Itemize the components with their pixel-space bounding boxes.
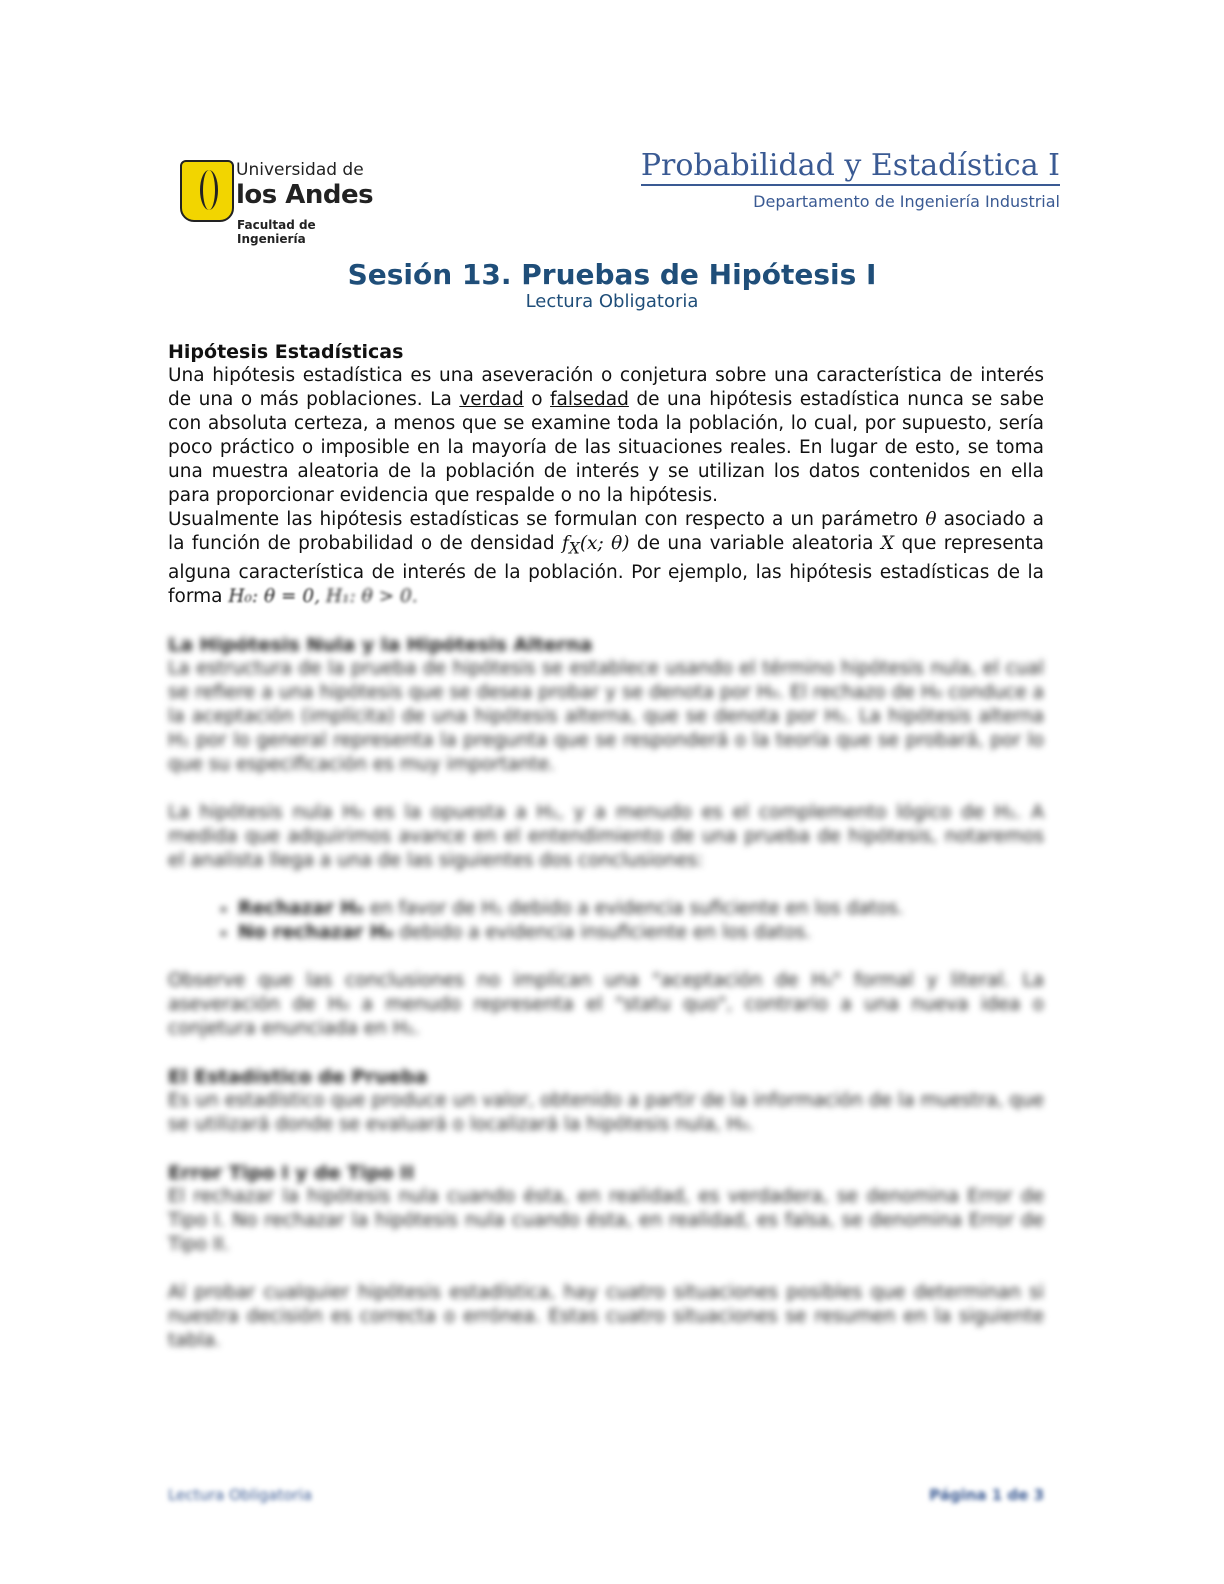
math-X: X [880, 533, 895, 554]
list-item [238, 897, 1044, 921]
paragraph-parametro [168, 508, 1044, 609]
bullet-text: en favor de H₁ debido a evidencia suficiente en los datos. [363, 897, 904, 919]
paragraph-errores: El rechazar la hipótesis nula cuando ésta, en realidad, es verdadera, se denomina Error de Tipo I. No rechazar la hipótesis nula cuando ésta, en realidad, es falsa, se denomina Error de Tipo II. [168, 1185, 1044, 1255]
paragraph-estadistico: Es un estadístico que produce un valor, obtenido a partir de la información de la muestra, que se utilizará donde se evaluará o localizará la hipótesis nula, H₀. [168, 1089, 1044, 1135]
text-run: que representa alguna característica de interés de la población. Por ejemplo, las hipótesis estadísticas de la forma [168, 533, 1044, 607]
document-title: Sesión 13. Pruebas de Hipótesis I [347, 258, 877, 291]
math-f: f [562, 533, 569, 554]
math-h0: H₀: θ = 0, [228, 585, 321, 607]
paragraph-definition [168, 364, 1044, 508]
text-run: Una hipótesis estadística es una aseveración o conjetura sobre una característica de interés de una o más poblaciones. La [168, 365, 1044, 410]
text-run: asociado a la función de probabilidad o de densidad [168, 509, 1044, 554]
document-title-block [0, 258, 1224, 312]
list-item [238, 921, 1044, 945]
logo-line2: los Andes [236, 180, 374, 210]
section-heading-estadistico: El Estadístico de Prueba [168, 1065, 428, 1088]
course-header [641, 148, 1060, 211]
conclusions-list [168, 897, 1044, 945]
paragraph-situaciones: Al probar cualquier hipótesis estadística, hay cuatro situaciones posibles que determinan si nuestra decisión es correcta o errónea. Estas cuatro situaciones se resumen en la siguiente tabla. [168, 1281, 1044, 1351]
paragraph-observe: Observe que las conclusiones no implican una "aceptación de H₀" formal y literal. La aseveración de H₀ a menudo representa el "statu quo", contrario a una nueva idea o conjetura enunciada en H₁. [168, 969, 1044, 1039]
bullet-bold: Rechazar H₀ [238, 897, 364, 919]
section-heading-hipotesis: Hipótesis Estadísticas [168, 341, 404, 363]
text-run: de una variable aleatoria [629, 533, 881, 554]
shield-icon [180, 160, 234, 222]
math-args: (x; θ) [579, 533, 630, 554]
footer-left: Lectura Obligatoria [168, 1486, 313, 1504]
page-number: Página 1 de 3 [929, 1486, 1044, 1504]
section-heading-errores: Error Tipo I y de Tipo II [168, 1161, 415, 1184]
logo-line1: Universidad de [236, 160, 364, 180]
blurred-content [168, 633, 1044, 1353]
underlined-falsedad: falsedad [550, 389, 629, 410]
math-density-function [562, 533, 630, 558]
department-name: Departamento de Ingeniería Industrial [753, 192, 1060, 211]
math-subscript: X [568, 539, 580, 558]
logo-line3: Facultad de Ingeniería [237, 218, 316, 246]
bullet-text: debido a evidencia insuficiente en los datos. [393, 921, 812, 943]
text-run: de una hipótesis estadística nunca se sabe con absoluta certeza, a menos que se examine toda la población, lo cual, por supuesto, sería poco práctico o imposible en la mayoría de las situaciones reales. En lugar de esto, se toma una muestra aleatoria de la población de interés y se utilizan los datos contenidos en ella para proporcionar evidencia que respalde o no la hipótesis. [168, 389, 1044, 506]
section-heading-nula-alterna: La Hipótesis Nula y la Hipótesis Alterna [168, 633, 593, 656]
document-subtitle: Lectura Obligatoria [525, 291, 699, 312]
math-theta: θ [925, 509, 937, 530]
university-logo [180, 158, 380, 246]
text-run: o [523, 389, 551, 410]
bullet-bold: No rechazar H₀ [238, 921, 394, 943]
course-title: Probabilidad y Estadística I [641, 148, 1060, 186]
paragraph-nula: La estructura de la prueba de hipótesis se establece usando el término hipótesis nula, el cual se refiere a una hipótesis que se desea probar y se denota por H₀. El rechazo de H₀ conduce a la aceptación (implícita) de una hipótesis alterna, que se denota por H₁. La hipótesis alterna H₁ por lo general representa la pregunta que se responderá o la teoría que se probará, por lo que su especificación es muy importante. [168, 657, 1044, 775]
math-h1: H₁: θ > 0. [325, 585, 418, 607]
text-run: Usualmente las hipótesis estadísticas se formulan con respecto a un parámetro [168, 509, 926, 530]
document-body [168, 340, 1044, 1353]
underlined-verdad: verdad [459, 389, 524, 410]
paragraph-opuesta: La hipótesis nula H₀ es la opuesta a H₁, y a menudo es el complemento lógico de H₁. A medida que adquirimos avance en el entendimiento de una prueba de hipótesis, notaremos el analista llega a una de las siguientes dos conclusiones: [168, 801, 1044, 871]
